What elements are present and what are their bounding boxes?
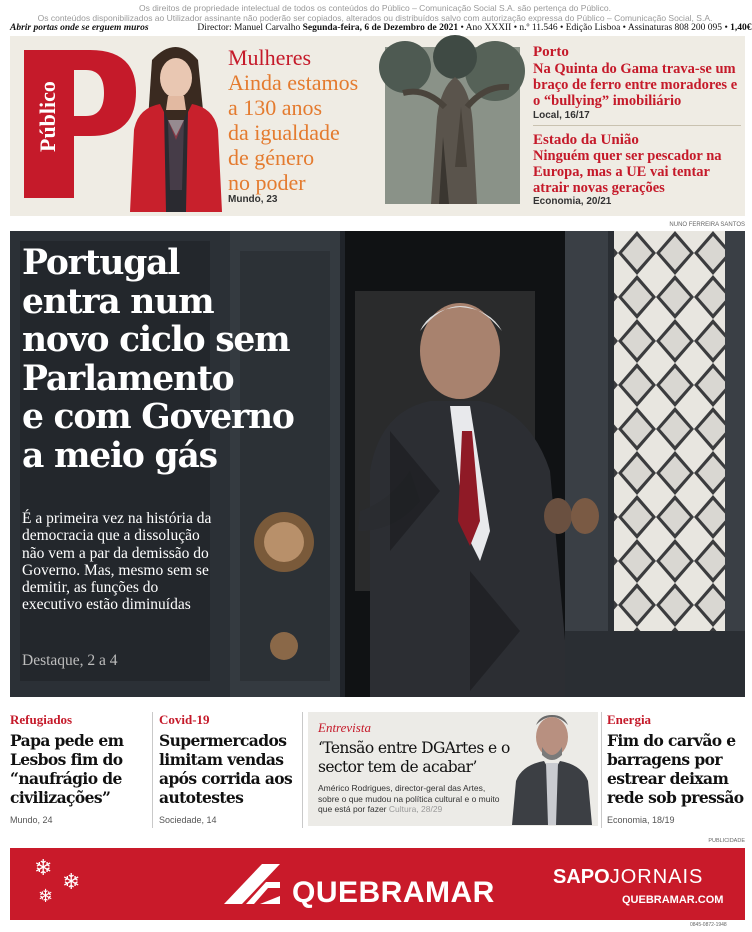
uniao-kicker: Estado da União xyxy=(533,132,639,148)
tree-photo xyxy=(385,47,520,204)
porto-kicker: Porto xyxy=(533,44,569,60)
story-body-text: Américo Rodrigues, director-geral das Artes, sobre o que mudou na política cultural e o muito que está por fazer xyxy=(318,783,500,814)
snowflake-icon: ❄ ❄ ❄ xyxy=(34,856,81,907)
main-headline-line: entra num xyxy=(22,281,214,322)
ad-brand: QUEBRAMAR xyxy=(292,876,495,909)
main-headline-line: Portugal xyxy=(22,243,180,283)
partner-sapo: SAPO xyxy=(553,866,610,888)
story-covid xyxy=(159,712,299,807)
ad-code: 0845-0872-1948 xyxy=(690,922,727,928)
column-divider xyxy=(302,712,303,828)
women-kicker: Mulheres xyxy=(228,45,312,70)
edicao: Edição Lisboa xyxy=(565,23,621,33)
women-headline-line: Ainda estamos xyxy=(228,70,359,95)
women-headline-line: de género xyxy=(228,145,315,170)
uniao-headline: Ninguém quer ser pescador na Europa, mas a UE vai tentar atrair novas gerações xyxy=(533,148,722,196)
woman-photo xyxy=(128,40,224,212)
story-ref: Mundo, 24 xyxy=(10,815,53,825)
story-kicker: Energia xyxy=(607,712,652,727)
story-ref: Cultura, 28/29 xyxy=(388,804,443,814)
logo-text: Público xyxy=(35,81,60,152)
women-ref: Mundo, 23 xyxy=(228,194,278,205)
story-energia xyxy=(607,712,749,807)
partner-jornais: JORNAIS xyxy=(609,866,704,888)
women-headline-line: no poder xyxy=(228,170,306,195)
women-headline-line: da igualdade xyxy=(228,120,340,145)
porto-ref: Local, 16/17 xyxy=(533,110,590,121)
main-ref: Destaque, 2 a 4 xyxy=(22,652,118,669)
main-headline-line: a meio gás xyxy=(22,435,217,476)
main-headline xyxy=(22,244,322,475)
ad-url: QUEBRAMAR.COM xyxy=(622,894,724,906)
assinaturas: Assinaturas 808 200 095 xyxy=(627,23,723,33)
story-kicker: Entrevista xyxy=(318,720,371,735)
story-body xyxy=(318,783,508,815)
women-headline xyxy=(228,70,378,195)
story-kicker: Covid-19 xyxy=(159,712,210,727)
story-kicker: Refugiados xyxy=(10,712,73,727)
sapo-jornais-logo xyxy=(553,866,703,889)
ad-label: PUBLICIDADE xyxy=(708,838,745,844)
rights-notice-line-2: Os conteúdos disponibilizados ao Utilizador assinante não poderão ser copiados, alterados ou distribuídos salvo com autorização expressa do Público – Comunicação Social, S.A. xyxy=(37,13,713,23)
quebramar-logo-icon xyxy=(222,862,282,906)
photo-credit: NUNO FERREIRA SANTOS xyxy=(669,222,745,228)
story-ref: Sociedade, 14 xyxy=(159,815,217,825)
women-headline-line: a 130 anos xyxy=(228,95,323,120)
story-refugiados xyxy=(10,712,150,807)
interviewee-photo xyxy=(508,705,596,825)
price: 1,40€ xyxy=(730,23,752,33)
story-headline: Supermercados limitam vendas após corrida aos autotestes xyxy=(159,731,293,807)
director: Director: Manuel Carvalho xyxy=(197,23,301,33)
rights-notice-line-1: Os direitos de propriedade intelectual de todos os conteúdos do Público – Comunicação Social S.A. são pertença do Público. xyxy=(138,3,612,13)
story-headline: ‘Tensão entre DGArtes e o sector tem de acabar’ xyxy=(318,739,510,776)
ano: Ano XXXII xyxy=(465,23,512,33)
story-headline: Fim do carvão e barragens por estrear deixam rede sob pressão xyxy=(607,731,744,807)
main-standfirst: É a primeira vez na história da democracia que a dissolução não vem a par da demissão do Governo. Mas, mesmo sem se demitir, as funções do executivo estão diminuídas xyxy=(22,510,212,614)
uniao-ref: Economia, 20/21 xyxy=(533,196,612,207)
main-headline-line: e com Governo xyxy=(22,397,294,437)
slogan: Abrir portas onde se erguem muros xyxy=(10,23,149,33)
main-headline-line: Parlamento xyxy=(22,358,234,399)
masthead-info-line: Abrir portas onde se erguem muros Director: Manuel Carvalho Segunda-feira, 6 de Dezembro de 2021 • Ano XXXII • n.º 11.546 • Edição Lisboa • Assinaturas 808 200 095 • 1,40€ xyxy=(10,23,752,33)
quebramar-ad[interactable] xyxy=(10,848,745,920)
story-headline: Papa pede em Lesbos fim do “naufrágio de civilizações” xyxy=(10,731,124,807)
column-divider xyxy=(152,712,153,828)
story-entrevista xyxy=(318,720,518,815)
date: Segunda-feira, 6 de Dezembro de 2021 xyxy=(302,23,459,33)
porto-headline: Na Quinta do Gama trava-se um braço de ferro entre moradores e o “bullying” imobiliário xyxy=(533,61,738,109)
column-divider xyxy=(601,712,602,828)
story-ref: Economia, 18/19 xyxy=(607,815,675,825)
numero: n.º 11.546 xyxy=(519,23,558,33)
main-headline-line: novo ciclo sem xyxy=(22,320,290,360)
divider xyxy=(533,125,741,126)
